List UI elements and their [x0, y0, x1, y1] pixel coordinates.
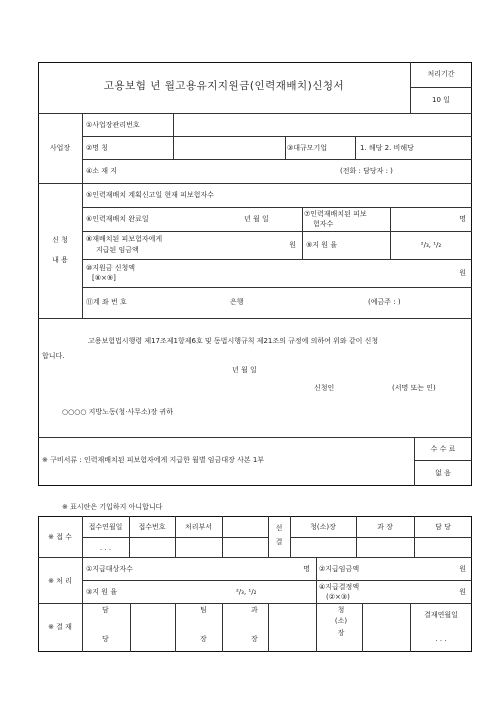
row9-value: ²/₃, ¹/₂ [420, 241, 442, 249]
approval-team-sign[interactable] [223, 604, 268, 651]
row5-field[interactable] [260, 184, 471, 206]
receipt-col-staff: 담 당 [435, 523, 451, 531]
receipt-col-approval-a: 선 [275, 524, 283, 532]
approval-staff-sign[interactable] [131, 604, 175, 651]
mgmt-no-label: ①사업장관리번호 [86, 121, 140, 129]
bank-label: 은행 [230, 298, 244, 306]
declaration-date[interactable]: 년 월 일 [232, 366, 257, 374]
row10-label-2: [⑧×⑨] [92, 274, 116, 282]
row10-label-1: ⑩지원금 신청액 [86, 264, 136, 272]
process-wage-label: ②지급임금액 [319, 565, 360, 573]
approval-section-top: 과 [251, 606, 258, 614]
fee-label: 수 수 료 [430, 445, 456, 453]
fee-value: 없 음 [435, 469, 451, 477]
approval-staff-bottom: 당 [102, 635, 109, 643]
process-decision-label-1: ④지급결정액 [319, 583, 360, 591]
row7-field[interactable] [391, 208, 441, 230]
row8-unit: 원 [289, 241, 296, 249]
account-number-field[interactable] [170, 288, 230, 317]
receipt-col-section-head: 과 장 [377, 523, 393, 531]
process-recipients-unit: 명 [303, 565, 310, 573]
receipt-col-approval-b: 결 [275, 538, 283, 546]
apply-section-label-1: 신 청 [52, 236, 68, 244]
addressee-text: ○○○○ 지방노동(청·사무소)장 귀하 [62, 408, 173, 416]
approval-section-bottom: 장 [251, 635, 258, 643]
approval-chief-1: 청 [337, 606, 345, 614]
large-company-label: ③대규모기업 [287, 144, 328, 152]
row5-label: ⑤인력재배치 계획신고일 현재 피보험자수 [86, 191, 214, 199]
office-use-note: ※ 표시란은 기입하지 아니합니다 [62, 503, 163, 511]
approval-chief-sign[interactable] [363, 604, 410, 651]
row8-label-2: 지급된 임금액 [96, 246, 139, 254]
account-holder-text[interactable]: (예금주 : ) [368, 298, 401, 306]
row7-unit: 명 [459, 215, 466, 223]
name-field[interactable] [174, 137, 284, 159]
approval-staff-top: 담 [102, 606, 109, 614]
address-field[interactable] [174, 160, 334, 182]
receipt-col-dept: 처리부서 [184, 523, 213, 531]
process-rate-value: ²/₃, ¹/₂ [236, 588, 257, 596]
process-wage-unit: 원 [459, 565, 466, 573]
approval-team-top: 팀 [200, 606, 207, 614]
process-recipients-label: ①지급대상자수 [86, 565, 133, 573]
receipt-col-number: 접수번호 [138, 523, 166, 531]
approval-label: ※ 결 재 [48, 623, 72, 631]
receipt-date-dots[interactable]: . . . [99, 544, 112, 552]
approval-chief-2: (소) [334, 617, 348, 625]
form-title: 고용보험 년 월고용유지지원금(인력재배치)신청서 [103, 80, 345, 92]
name-label: ②명 칭 [86, 144, 109, 152]
period-value: 10 일 [432, 96, 450, 104]
approval-date-label: 결재연월일 [424, 611, 458, 619]
applicant-label: 신청인 [314, 384, 335, 392]
row8-field[interactable] [170, 232, 280, 258]
row10-unit: 원 [459, 269, 466, 277]
declaration-line2: 합니다. [42, 352, 65, 360]
row11-label: ⑪계 좌 번 호 [86, 298, 127, 306]
apply-section-label-2: 내 용 [52, 256, 68, 264]
declaration-line1: 고용보험법시행령 제17조제1항제6호 및 동법시행규칙 제21조의 규정에 의하여 위와 같이 신청 [88, 337, 379, 345]
receipt-label: ※ 접 수 [48, 533, 72, 541]
process-decision-unit: 원 [459, 588, 466, 596]
approval-section-sign[interactable] [269, 604, 316, 651]
phone-contact-text[interactable]: (전화 : 담당자 : ) [340, 167, 393, 175]
business-section-label: 사업장 [49, 144, 71, 152]
process-rate-label: ③지 원 율 [86, 588, 118, 596]
period-label: 처리기간 [427, 70, 455, 78]
row7-label-2: 험자수 [313, 220, 334, 228]
row7-label-1: ⑦인력재배치된 피보 [304, 210, 367, 218]
process-decision-label-2: (②×③) [326, 593, 350, 601]
approval-date-dots[interactable]: . . . [435, 635, 447, 643]
row6-label: ⑥인력재배치 완료일 [86, 215, 149, 223]
row8-label-1: ⑧재배치된 피보험자에게 [86, 235, 163, 243]
signature-field[interactable]: (서명 또는 인) [392, 384, 436, 392]
process-label: ※ 처 리 [48, 577, 72, 585]
row6-date[interactable]: 년 월 일 [244, 215, 269, 223]
attachments-text: ※ 구비서류 : 인력재배치된 피보험자에게 지급한 월별 임금대장 사본 1부 [42, 456, 265, 464]
receipt-col-chief: 청(소)장 [310, 523, 336, 531]
approval-team-bottom: 장 [200, 635, 207, 643]
receipt-col-date: 접수연월일 [88, 523, 123, 531]
address-label: ④소 재 지 [86, 167, 118, 175]
row10-field[interactable] [170, 260, 450, 286]
mgmt-no-field[interactable] [174, 114, 471, 136]
approval-chief-3: 장 [337, 629, 345, 637]
large-company-options[interactable]: 1. 해당 2. 비해당 [360, 144, 414, 152]
row9-label: ⑨지 원 율 [306, 241, 338, 249]
